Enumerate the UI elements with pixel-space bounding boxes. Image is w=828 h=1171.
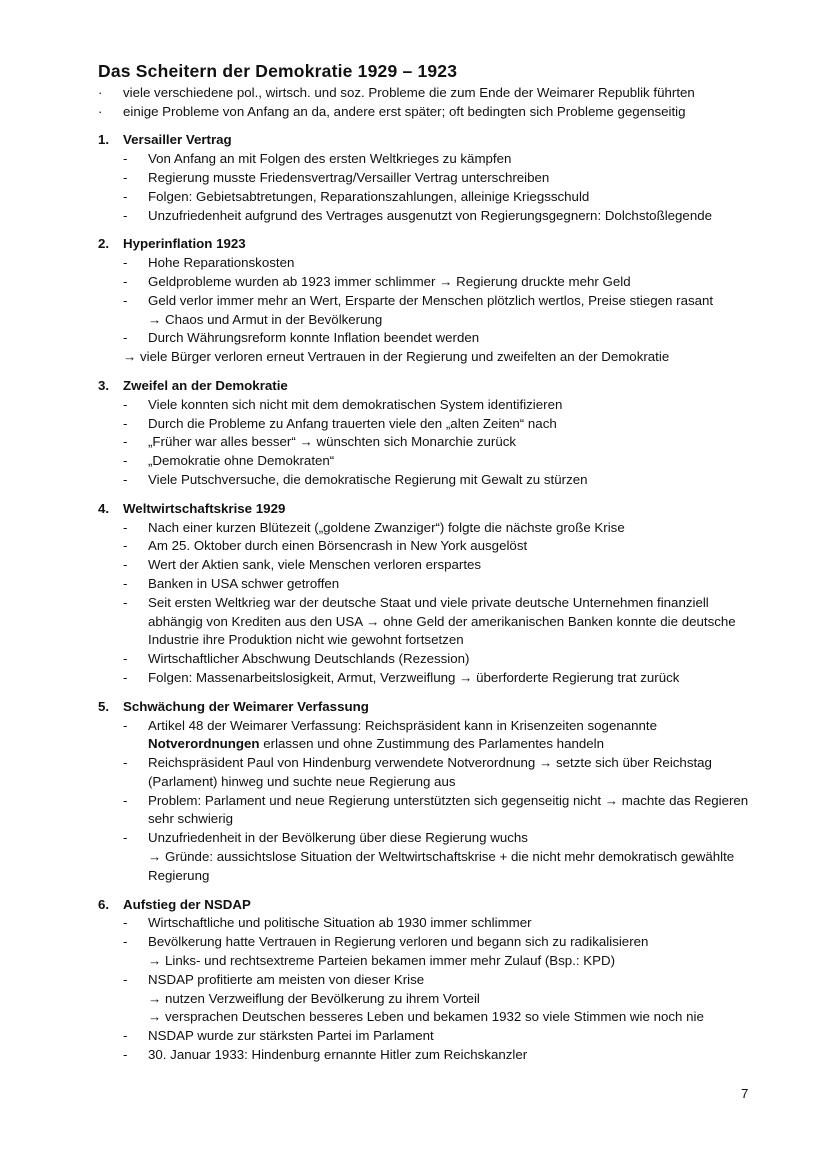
bold-term: Notverordnungen bbox=[148, 736, 260, 752]
section-weltwirtschaftskrise bbox=[98, 500, 758, 688]
list-item-text: - Artikel 48 der Weimarer Verfassung: Reichspräsident kann in Krisenzeiten sogenannte bbox=[148, 717, 658, 733]
list-item-consequence: → Links- und rechtsextreme Parteien bekamen immer mehr Zulauf (Bsp.: KPD) bbox=[148, 953, 616, 969]
page-number: 7 bbox=[741, 1086, 749, 1101]
list-item: - Nach einer kurzen Blütezeit („goldene Zwanziger“) folgte die nächste große Krise bbox=[98, 519, 758, 538]
section-items bbox=[98, 519, 758, 688]
list-item-text: - Bevölkerung hatte Vertrauen in Regierung verloren und begann sich zu radikalisieren bbox=[148, 934, 649, 950]
list-item-consequence: → versprachen Deutschen besseres Leben und bekamen 1932 so viele Stimmen wie noch nie bbox=[148, 1009, 704, 1025]
list-item: - Viele Putschversuche, die demokratische Regierung mit Gewalt zu stürzen bbox=[98, 471, 758, 490]
section-items bbox=[98, 254, 758, 367]
list-item-text: - Unzufriedenheit in der Bevölkerung über diese Regierung wuchs bbox=[148, 830, 528, 846]
list-item-consequence: → Chaos und Armut in der Bevölkerung bbox=[148, 311, 383, 327]
section-heading bbox=[98, 896, 758, 915]
list-item: - „Demokratie ohne Demokraten“ bbox=[98, 452, 758, 471]
list-item bbox=[98, 933, 758, 971]
list-item: - Seit ersten Weltkrieg war der deutsche Staat und viele private deutsche Unternehmen finanziell abhängig von Krediten aus den USA → ohne Geld der amerikanischen Banken konnte die deutsche Industrie ihre Produktion nicht wie gewohnt fortsetzen bbox=[98, 594, 758, 650]
list-item-consequence: → nutzen Verzweiflung der Bevölkerung zu ihrem Vorteil bbox=[148, 990, 480, 1006]
list-item: - Regierung musste Friedensvertrag/Versailler Vertrag unterschreiben bbox=[98, 169, 758, 188]
intro-item: · viele verschiedene pol., wirtsch. und soz. Probleme die zum Ende der Weimarer Republik führten bbox=[98, 84, 758, 103]
list-item: - Durch die Probleme zu Anfang trauerten viele den „alten Zeiten“ nach bbox=[98, 415, 758, 434]
section-versailler-vertrag bbox=[98, 131, 758, 225]
list-item: - Durch Währungsreform konnte Inflation beendet werden bbox=[98, 329, 758, 348]
list-item: - 30. Januar 1933: Hindenburg ernannte Hitler zum Reichskanzler bbox=[98, 1046, 758, 1065]
list-item bbox=[98, 971, 758, 1027]
list-item: - Wert der Aktien sank, viele Menschen verloren erspartes bbox=[98, 556, 758, 575]
list-item: - Unzufriedenheit aufgrund des Vertrages ausgenutzt von Regierungsgegnern: Dolchstoßlegende bbox=[98, 207, 758, 226]
list-item-consequence: → Gründe: aussichtslose Situation der Weltwirtschaftskrise + die nicht mehr demokratisch gewählte Regierung bbox=[148, 849, 735, 883]
list-item: - Wirtschaftliche und politische Situation ab 1930 immer schlimmer bbox=[98, 914, 758, 933]
document-page bbox=[98, 62, 758, 1065]
list-item bbox=[98, 717, 758, 755]
section-heading bbox=[98, 235, 758, 254]
list-item: - Am 25. Oktober durch einen Börsencrash in New York ausgelöst bbox=[98, 537, 758, 556]
section-heading bbox=[98, 500, 758, 519]
list-item: - Von Anfang an mit Folgen des ersten Weltkrieges zu kämpfen bbox=[98, 150, 758, 169]
section-title: Versailler Vertrag bbox=[123, 132, 232, 148]
section-items bbox=[98, 396, 758, 490]
section-items bbox=[98, 717, 758, 886]
section-number: 4. bbox=[98, 500, 110, 516]
list-item: - Folgen: Gebietsabtretungen, Reparationszahlungen, alleinige Kriegsschuld bbox=[98, 188, 758, 207]
list-item-text: erlassen und ohne Zustimmung des Parlamentes handeln bbox=[259, 736, 604, 752]
list-item-text: - Geld verlor immer mehr an Wert, Ersparte der Menschen plötzlich wertlos, Preise stiegen rasant bbox=[148, 292, 714, 308]
intro-item: · einige Probleme von Anfang an da, andere erst später; oft bedingten sich Probleme gegenseitig bbox=[98, 103, 758, 122]
section-zweifel-demokratie bbox=[98, 377, 758, 490]
list-item: - Banken in USA schwer getroffen bbox=[98, 575, 758, 594]
list-item bbox=[98, 292, 758, 330]
section-title: Hyperinflation 1923 bbox=[123, 236, 246, 252]
list-item: - NSDAP wurde zur stärksten Partei im Parlament bbox=[98, 1027, 758, 1046]
section-heading bbox=[98, 377, 758, 396]
section-heading bbox=[98, 131, 758, 150]
section-title: Aufstieg der NSDAP bbox=[123, 896, 251, 912]
section-title: Zweifel an der Demokratie bbox=[123, 377, 288, 393]
conclusion-line: → viele Bürger verloren erneut Vertrauen in der Regierung und zweifelten an der Demokratie bbox=[123, 349, 670, 365]
section-aufstieg-nsdap bbox=[98, 896, 758, 1065]
page-title: Das Scheitern der Demokratie 1929 – 1923 bbox=[98, 61, 458, 81]
section-number: 6. bbox=[98, 896, 110, 912]
section-items bbox=[98, 914, 758, 1064]
section-number: 1. bbox=[98, 132, 110, 148]
section-items bbox=[98, 150, 758, 225]
section-number: 2. bbox=[98, 236, 110, 252]
list-item-text: - NSDAP profitierte am meisten von dieser Krise bbox=[148, 971, 425, 987]
section-title: Weltwirtschaftskrise 1929 bbox=[123, 500, 286, 516]
list-item: - Wirtschaftlicher Abschwung Deutschlands (Rezession) bbox=[98, 650, 758, 669]
list-item: - Reichspräsident Paul von Hindenburg verwendete Notverordnung → setzte sich über Reichstag (Parlament) hinweg und suchte neue Regierung aus bbox=[98, 754, 758, 792]
list-item: - Folgen: Massenarbeitslosigkeit, Armut, Verzweiflung → überforderte Regierung trat zurück bbox=[98, 669, 758, 688]
intro-list bbox=[98, 84, 758, 122]
section-weimarer-verfassung bbox=[98, 698, 758, 886]
section-number: 3. bbox=[98, 377, 110, 393]
section-title: Schwächung der Weimarer Verfassung bbox=[123, 698, 369, 714]
section-number: 5. bbox=[98, 698, 110, 714]
section-heading bbox=[98, 698, 758, 717]
list-item: - „Früher war alles besser“ → wünschten sich Monarchie zurück bbox=[98, 433, 758, 452]
list-item: - Hohe Reparationskosten bbox=[98, 254, 758, 273]
list-item bbox=[98, 829, 758, 885]
section-hyperinflation bbox=[98, 235, 758, 367]
list-item: - Geldprobleme wurden ab 1923 immer schlimmer → Regierung druckte mehr Geld bbox=[98, 273, 758, 292]
list-item: - Problem: Parlament und neue Regierung unterstützten sich gegenseitig nicht → machte das Regieren sehr schwierig bbox=[98, 792, 758, 830]
list-item: - Viele konnten sich nicht mit dem demokratischen System identifizieren bbox=[98, 396, 758, 415]
